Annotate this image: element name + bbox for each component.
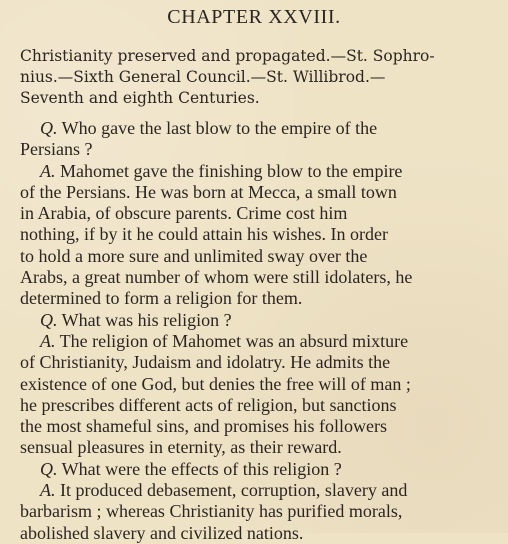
chapter-title: CHAPTER XXVIII. xyxy=(167,6,341,28)
body-line: of the Persians. He was born at Mecca, a small town xyxy=(20,181,397,202)
q-label: Q. xyxy=(40,309,58,330)
question-line xyxy=(20,118,494,139)
body-line: existence of one God, but denies the free will of man ; xyxy=(20,373,411,394)
question-text: Who gave the last blow to the empire of the xyxy=(57,118,378,138)
body-line: of Christianity, Judaism and idolatry. He admits the xyxy=(20,352,391,373)
summary-line: Christianity preserved and propagated.—St. Sophro- xyxy=(20,47,435,65)
answer-line xyxy=(20,480,494,501)
body-line: abolished slavery and civilized nations. xyxy=(20,522,304,543)
answer-text: Mahomet gave the finishing blow to the empire xyxy=(55,160,403,181)
body-line: nothing, if by it he could attain his wishes. In order xyxy=(20,224,388,245)
summary-line: nius.—Sixth General Council.—St. Willibrod.— xyxy=(20,68,386,86)
q-label: Q. xyxy=(40,458,58,479)
body-line: barbarism ; whereas Christianity has purified morals, xyxy=(20,501,403,522)
question-line xyxy=(20,459,494,480)
answer-line xyxy=(20,161,494,182)
body-line: sensual pleasures in eternity, as their reward. xyxy=(20,437,342,458)
body-line: the most shameful sins, and promises his followers xyxy=(20,416,387,437)
body-line: to hold a more sure and unlimited sway over the xyxy=(20,245,368,266)
body-line: Arabs, a great number of whom were still idolaters, he xyxy=(20,267,413,288)
summary-line: Seventh and eighth Centuries. xyxy=(20,89,260,107)
question-text: What were the effects of this religion ? xyxy=(57,458,342,479)
answer-line xyxy=(20,331,494,352)
body-line: Persians ? xyxy=(20,139,93,160)
a-label: A. xyxy=(40,480,56,501)
body-line: determined to form a religion for them. xyxy=(20,288,303,309)
question-text: What was his religion ? xyxy=(57,309,232,330)
body-line: in Arabia, of obscure parents. Crime cost him xyxy=(20,203,348,224)
a-label: A. xyxy=(40,160,56,181)
a-label: A. xyxy=(40,330,56,351)
q-label: Q. xyxy=(40,118,58,138)
answer-text: It produced debasement, corruption, slavery and xyxy=(55,480,408,501)
answer-text: The religion of Mahomet was an absurd mixture xyxy=(55,330,409,351)
question-line xyxy=(20,310,494,331)
chapter-body xyxy=(20,118,494,544)
chapter-summary xyxy=(20,46,490,109)
body-line: he prescribes different acts of religion, but sanctions xyxy=(20,394,397,415)
